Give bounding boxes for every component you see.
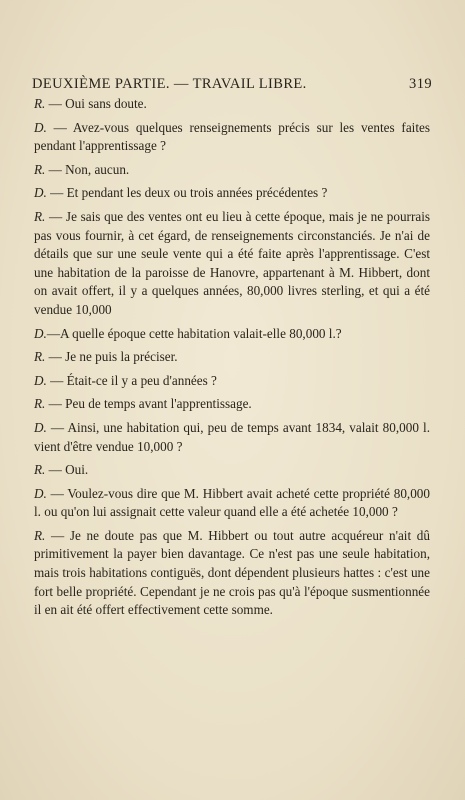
paragraph [34,348,430,367]
paragraph [34,395,430,414]
paragraph-text: — Voulez-vous dire que M. Hibbert avait acheté cette propriété 80,000 l. ou qu'on lui assignait cette valeur quand elle a été achetée 10,000 ? [34,485,430,520]
paragraph-text: — Et pendant les deux ou trois années précédentes ? [46,185,328,201]
paragraph [34,184,430,203]
speaker-label: R. [34,527,46,543]
speaker-label: D. [34,485,47,501]
speaker-label: R. [34,96,46,111]
paragraph [34,119,430,156]
speaker-label: D. [34,185,47,201]
speaker-label: D. [34,325,47,341]
speaker-label: R. [34,161,46,177]
speaker-label: D. [34,119,47,135]
paragraph [34,208,430,320]
paragraph-text: — Non, aucun. [45,161,130,177]
speaker-label: D. [34,419,47,435]
page-body [34,95,430,625]
paragraph-text: — Avez-vous quelques renseignements précis sur les ventes faites pendant l'apprentissage ? [34,119,430,154]
paragraph [34,161,430,180]
running-header [32,76,432,93]
paragraph [34,372,430,391]
paragraph [34,419,430,456]
speaker-label: R. [34,396,46,412]
paragraph-text: — Oui sans doute. [45,96,147,111]
paragraph [34,485,430,522]
speaker-label: D. [34,372,47,388]
paragraph-text: — Oui. [45,462,89,478]
paragraph [34,95,430,114]
paragraph [34,461,430,480]
paragraph-text: — Peu de temps avant l'apprentissage. [45,396,252,412]
running-title: DEUXIÈME PARTIE. — TRAVAIL LIBRE. [32,76,307,92]
paragraph [34,325,430,344]
paragraph-text: — Je ne doute pas que M. Hibbert ou tout autre acquéreur n'ait dû primitivement la payer bien davantage. Ce n'est pas une seule habitation, mais trois habitations contiguës, dont dépendent plusieurs hattes : c'est une fort belle propriété. Cependant je ne crois pas qu'à l'époque susmentionnée il en ait été offert effectivement cette somme. [34,527,430,618]
page-number: 319 [409,76,432,92]
paragraph [34,527,430,620]
speaker-label: R. [34,349,46,365]
paragraph-text: — Je sais que des ventes ont eu lieu à cette époque, mais je ne pourrais pas vous fournir, à cet égard, de renseignements circonstanciés. Je n'ai de détails que sur une seule vente qui a été faite après l'apprentissage. C'est une habitation de la paroisse de Hanovre, appartenant à M. Hibbert, dont on avait offert, il y a quelques années, 80,000 livres sterling, et qui a été vendue 10,000 [34,208,430,317]
paragraph-text: — Était-ce il y a peu d'années ? [46,372,217,388]
paragraph-text: — Ainsi, une habitation qui, peu de temps avant 1834, valait 80,000 l. vient d'être vendue 10,000 ? [34,419,430,454]
paragraph-text: — Je ne puis la préciser. [45,349,178,365]
speaker-label: R. [34,462,46,478]
speaker-label: R. [34,208,46,224]
paragraph-text: —A quelle époque cette habitation valait-elle 80,000 l.? [46,325,342,341]
